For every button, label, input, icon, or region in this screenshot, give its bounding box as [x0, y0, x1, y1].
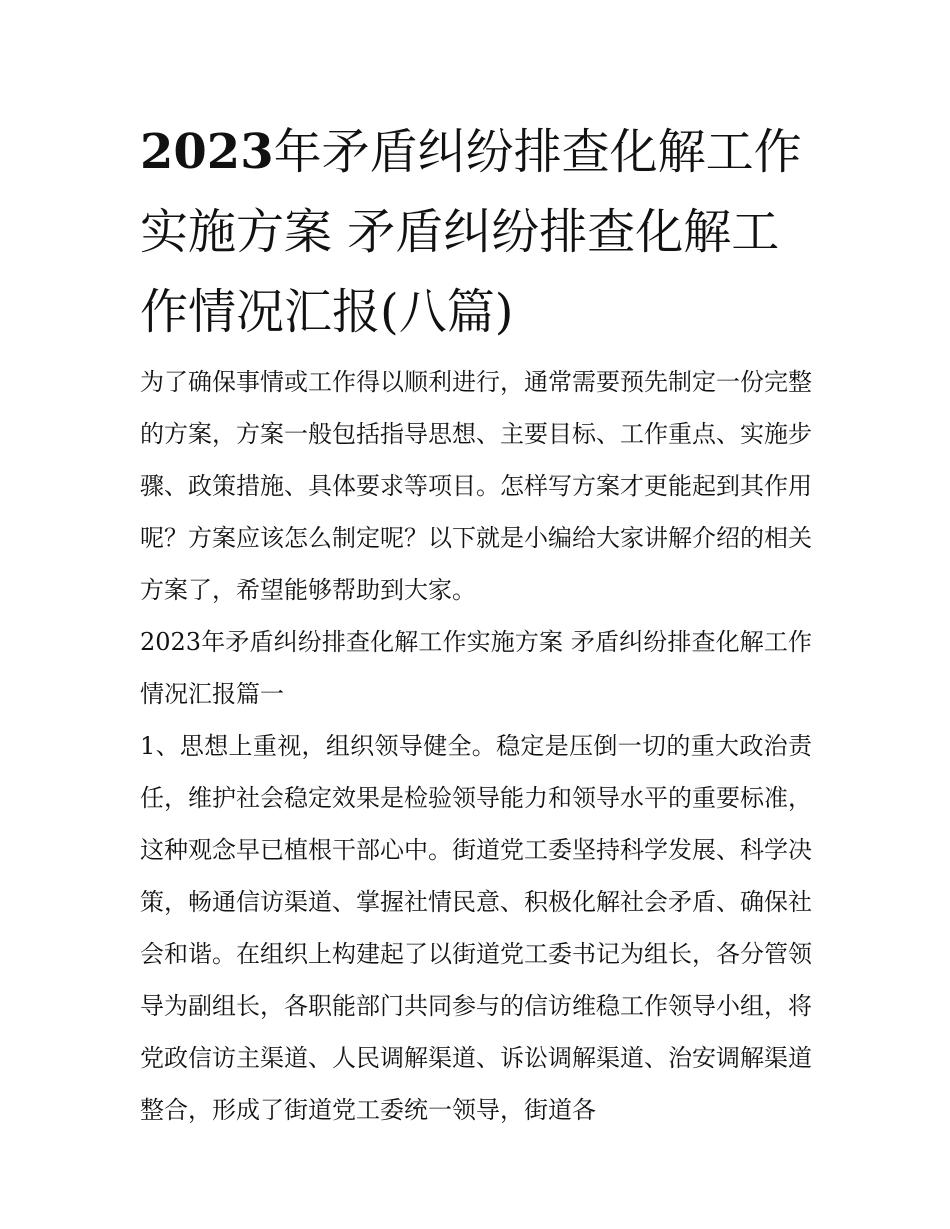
- document-title: [140, 112, 812, 352]
- body-paragraph: 1、思想上重视，组织领导健全。稳定是压倒一切的重大政治责任，维护社会稳定效果是检验领导能力和领导水平的重要标准，这种观念早已植根干部心中。街道党工委坚持科学发展、科学决策，畅通信访渠道、掌握社情民意、积极化解社会矛盾、确保社会和谐。在组织上构建起了以街道党工委书记为组长，各分管领导为副组长，各职能部门共同参与的信访维稳工作领导小组，将党政信访主渠道、人民调解渠道、诉讼调解渠道、治安调解渠道整合，形成了街道党工委统一领导，街道各: [140, 732, 812, 1124]
- document-title-text: 年矛盾纠纷排查化解工作实施方案 矛盾纠纷排查化解工作情况汇报(八篇): [140, 124, 802, 340]
- intro-paragraph: 为了确保事情或工作得以顺利进行，通常需要预先制定一份完整的方案，方案一般包括指导思想、主要目标、工作重点、实施步骤、政策措施、具体要求等项目。怎样写方案才更能起到其作用呢？方案应该怎么制定呢？以下就是小编给大家讲解介绍的相关方案了，希望能够帮助到大家。: [140, 368, 812, 604]
- section-heading: 2023年矛盾纠纷排查化解工作实施方案 矛盾纠纷排查化解工作情况汇报篇一: [140, 628, 812, 708]
- document-title-year: 2023: [140, 124, 274, 180]
- document-page: [140, 112, 812, 1136]
